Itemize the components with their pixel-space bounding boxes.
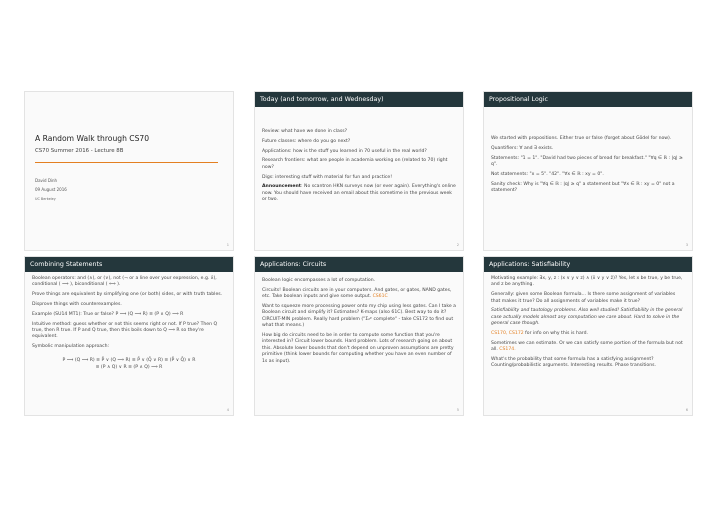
slide-circuits (254, 256, 464, 416)
paragraph: Disprove things with counterexamples. (32, 302, 122, 307)
slide-body (484, 107, 692, 194)
presentation-subtitle: CS70 Summer 2016 - Lecture 8B (35, 148, 124, 154)
paragraph-text: Sometimes we can estimate. Or we can satisfy some portion of the formula but not all. (491, 340, 683, 353)
title-divider (35, 162, 218, 163)
page-number: 2 (456, 243, 459, 247)
author: David Dinh (35, 178, 58, 183)
slide-title (24, 91, 234, 251)
presentation-title: A Random Walk through CS70 (35, 134, 150, 143)
institution: UC Berkeley (35, 197, 56, 201)
page-number: 3 (685, 243, 688, 247)
announcement-label: Announcement (262, 184, 301, 190)
formula-line: ≡ (P ∧ Q) ∨ R ≡ (P ∧ Q) ⟹ R (95, 365, 163, 371)
paragraph: Example (SU14 MT1): True or false? P ⟹ (Q ⟹ R) ≡ (P ∧ Q) ⟹ R (32, 311, 184, 317)
paragraph: Review: what have we done in class? (262, 129, 348, 134)
slide-body (255, 272, 463, 365)
slide-body (484, 272, 692, 370)
paragraph: Generally: given some Boolean formula... Is there some assignment of variables that makes it true? Do all assignments of variables make it true? (491, 292, 676, 304)
paragraph: Research frontiers: what are people in academia working on (related to 70) right now? (262, 158, 448, 170)
paragraph: Motivating example: ∃x, y, z : (x ∨ y ∨ z) ∧ (x̄ ∨ y ∨ z̄)? Yes, let x be true, y be true, and z be anything. (491, 276, 683, 288)
paragraph: What's the probability that some formula has a satisfying assignment? Counting/probabilistic arguments. Interesting results. Phase transitions. (491, 357, 657, 369)
slide-header: Applications: Satisfiability (484, 257, 692, 272)
paragraph: Want to squeeze more processing power onto my chip using less gates. Can I take a Boolean circuit and simplify it? Estimates? K-maps (also 61C). Best way to do it? CIRCUIT-MIN problem. Really hard problem ("Σ₂ᵖ complete" - take CS172 to find out what that means.) (262, 304, 456, 329)
announcement-text: : No scantron HKN surveys now (or ever again). Everything's online now. You should have received an email about this sometime in the previous week or two. (262, 184, 456, 203)
paragraph: Quantifiers: ∀ and ∃ exists. (491, 145, 554, 151)
course-reference: CS174. (499, 347, 516, 353)
formula-line: P ⟹ (Q ⟹ R) ≡ P̄ ∨ (Q ⟹ R) ≡ P̄ ∨ (Q̄ ∨ R) ≡ (P̄ ∨ Q̄) ∨ R (62, 357, 196, 363)
paragraph: Symbolic manipulation approach: (32, 344, 110, 350)
paragraph (491, 341, 685, 354)
paragraph: We started with propositions. Either true or false (forget about Gödel for now). (491, 136, 672, 141)
slide-header: Today (and tomorrow, and Wednesday) (255, 92, 463, 107)
paragraph-text: for info on why this is hard. (523, 331, 588, 337)
paragraph: Boolean operators: and (∧), or (∨), not (¬ or a line over your expression, e.g. x̄), conditional ( ⟹ ), biconditional ( ⟺ ). (32, 276, 217, 288)
page-number: 4 (226, 408, 229, 412)
paragraph: Sanity check: Why is "∀q ∈ ℝ : |q| ≥ q" a statement but "∀x ∈ ℝ : xy = 0" not a statement? (491, 181, 675, 193)
paragraph: Not statements: "x = 5". "42". "∀x ∈ ℝ : xy = 0". (491, 171, 604, 177)
page-number: 5 (456, 408, 459, 412)
date: 09 August 2016 (35, 187, 67, 192)
paragraph: Applications: how is the stuff you learned in 70 useful in the real world? (262, 148, 427, 154)
slide-body (25, 272, 233, 372)
paragraph: Future classes: where do you go next? (262, 138, 351, 144)
paragraph (262, 288, 456, 301)
course-reference: CS61C (372, 294, 388, 300)
paragraph (491, 331, 685, 337)
slide-today (254, 91, 464, 251)
paragraph: How big do circuits need to be in order to compute some function that you're interested in? Circuit lower bounds. Hard problem. Lots of research going on about this. Absolute lower bounds that don't depend on unproven assumptions are pretty primitive (think lower bounds for computing whether you have an even number of 1s as input). (262, 333, 454, 364)
slide-header: Combining Statements (25, 257, 233, 272)
paragraph: Satisfiability and tautology problems. Also well studied! Satisfiability in the general case actually models almost any computation we care about. Hard to solve in the general case though. (491, 308, 683, 327)
slide-combining-statements (24, 256, 234, 416)
course-reference: CS170, CS172 (491, 331, 524, 337)
formula (32, 357, 226, 372)
slide-header: Applications: Circuits (255, 257, 463, 272)
paragraph: Boolean logic encompasses a lot of computation. (262, 278, 376, 283)
slide-propositional-logic (483, 91, 693, 251)
slide-body (255, 107, 463, 204)
paragraph: Digs: interesting stuff with material for fun and practice! (262, 174, 393, 180)
paragraph: Intuitive method: guess whether or not this seems right or not. If P true? Then Q true, then R true. If P and Q true, then this boils down to Q ⟹ R so they're equivalent. (32, 321, 218, 340)
slide-satisfiability (483, 256, 693, 416)
paragraph: Statements: "1 = 1". "David had two pieces of bread for breakfast." "∀q ∈ ℝ : |q| ≥ q". (491, 155, 683, 167)
slide-header: Propositional Logic (484, 92, 692, 107)
page-number: 1 (226, 243, 229, 247)
paragraph-text: Circuits! Boolean circuits are in your computers. And gates, or gates, NAND gates, etc. Take boolean inputs and give some output. (262, 287, 452, 300)
page-number: 6 (685, 408, 688, 412)
announcement (262, 184, 456, 203)
paragraph: Prove things are equivalent by simplifying one (or both) sides, or with truth tables. (32, 292, 223, 298)
